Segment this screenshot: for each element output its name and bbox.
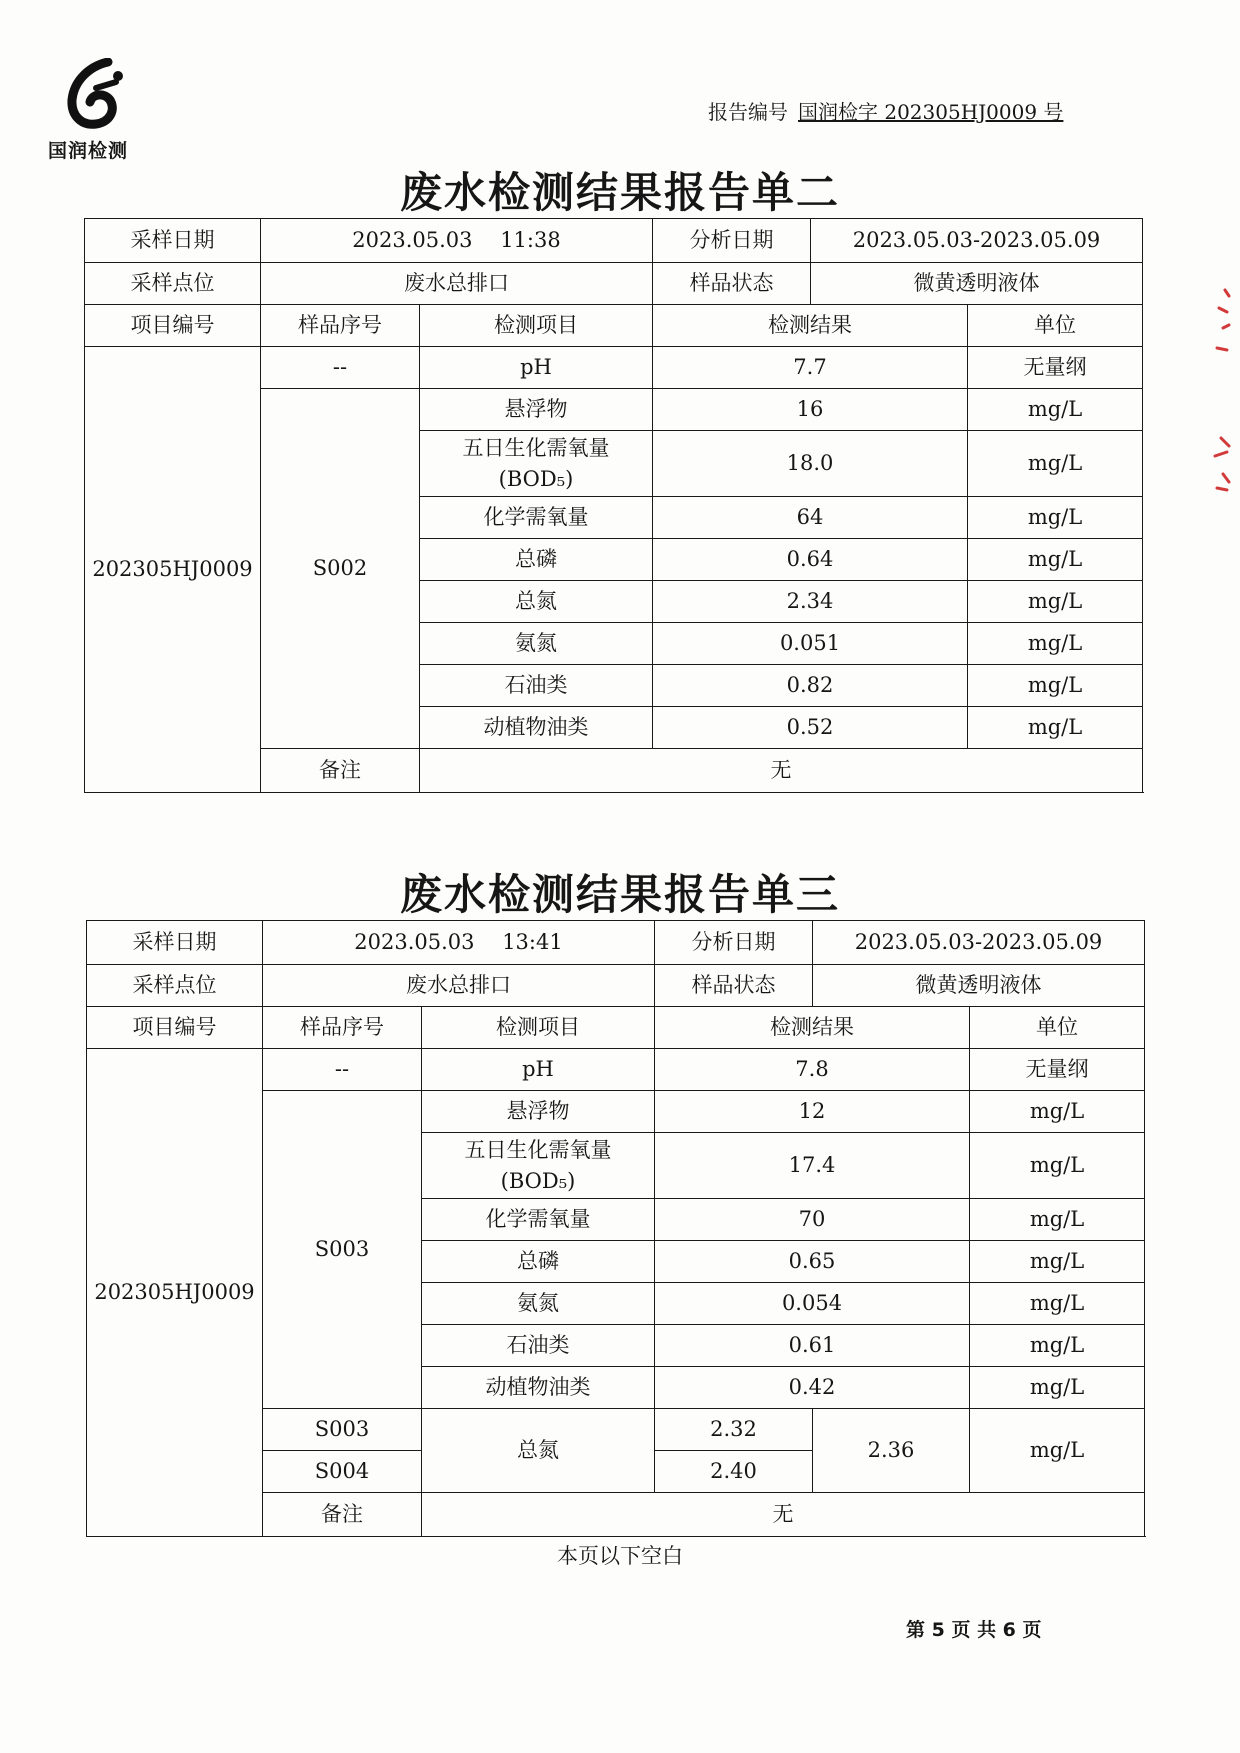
sample-state-value: 微黄透明液体 <box>813 965 1145 1007</box>
report2-title: 废水检测结果报告单二 <box>399 168 840 217</box>
unit-cell: mg/L <box>968 581 1143 623</box>
label-analysis-date: 分析日期 <box>653 219 811 263</box>
header-unit: 单位 <box>968 305 1143 347</box>
unit-cell: mg/L <box>970 1133 1145 1199</box>
header-project-no: 项目编号 <box>85 305 261 347</box>
sample-point-value: 废水总排口 <box>263 965 655 1007</box>
test-result-cell: 16 <box>653 389 968 431</box>
test-item-cell: pH <box>422 1049 655 1091</box>
header-test-item: 检测项目 <box>420 305 653 347</box>
test-result-cell: 0.64 <box>653 539 968 581</box>
test-item-subname: (BOD₅) <box>500 1168 576 1193</box>
project-no-cell: 202305HJ0009 <box>87 1049 263 1537</box>
test-item-cell: 动植物油类 <box>420 707 653 749</box>
label-sample-state: 样品状态 <box>655 965 813 1007</box>
test-item-cell: 氨氮 <box>422 1283 655 1325</box>
unit-cell: mg/L <box>970 1199 1145 1241</box>
sample-state-value: 微黄透明液体 <box>811 263 1143 305</box>
test-result-cell: 0.52 <box>653 707 968 749</box>
report2-table <box>84 218 1143 793</box>
test-item-cell: 化学需氧量 <box>420 497 653 539</box>
label-sample-point: 采样点位 <box>87 965 263 1007</box>
test-result-cell: 12 <box>655 1091 970 1133</box>
unit-cell: mg/L <box>968 497 1143 539</box>
test-item-cell: 石油类 <box>422 1325 655 1367</box>
unit-cell: mg/L <box>970 1241 1145 1283</box>
unit-cell: mg/L <box>970 1283 1145 1325</box>
label-sample-date: 采样日期 <box>87 921 263 965</box>
unit-cell: mg/L <box>970 1325 1145 1367</box>
table-row <box>85 347 1143 389</box>
header-test-item: 检测项目 <box>422 1007 655 1049</box>
sample-seq-cell: S003 <box>263 1091 422 1409</box>
sample-seq-cell: -- <box>261 347 420 389</box>
label-analysis-date: 分析日期 <box>655 921 813 965</box>
test-item-cell: pH <box>420 347 653 389</box>
blank-below-note: 本页以下空白 <box>557 1544 683 1568</box>
test-item-cell: 石油类 <box>420 665 653 707</box>
test-result-cell: 2.34 <box>653 581 968 623</box>
unit-cell: mg/L <box>970 1367 1145 1409</box>
company-name: 国润检测 <box>48 140 129 162</box>
page-number: 第 5 页 共 6 页 <box>906 1619 1042 1641</box>
report-number-label: 报告编号 <box>708 100 788 124</box>
unit-cell: mg/L <box>970 1409 1145 1493</box>
sample-seq-cell: S004 <box>263 1451 422 1493</box>
test-item-cell: 总氮 <box>420 581 653 623</box>
unit-cell: 无量纲 <box>968 347 1143 389</box>
sample-date-value: 2023.05.03 13:41 <box>263 921 655 965</box>
unit-cell: mg/L <box>968 431 1143 497</box>
unit-cell: mg/L <box>970 1091 1145 1133</box>
test-result-cell: 18.0 <box>653 431 968 497</box>
analysis-date-value: 2023.05.03-2023.05.09 <box>813 921 1145 965</box>
report3-title: 废水检测结果报告单三 <box>399 870 840 919</box>
table-header-row <box>87 1007 1145 1049</box>
logo-mark-icon <box>64 58 126 130</box>
label-remark: 备注 <box>263 1493 422 1537</box>
sample-seq-cell: S002 <box>261 389 420 749</box>
header-project-no: 项目编号 <box>87 1007 263 1049</box>
test-result-cell: 0.42 <box>655 1367 970 1409</box>
test-item-subname: (BOD₅) <box>498 466 574 491</box>
sample-seq-cell: -- <box>263 1049 422 1091</box>
unit-cell: mg/L <box>968 623 1143 665</box>
test-result-cell: 2.32 <box>655 1409 813 1451</box>
test-result-cell: 0.82 <box>653 665 968 707</box>
test-result-cell: 64 <box>653 497 968 539</box>
label-sample-point: 采样点位 <box>85 263 261 305</box>
test-result-cell: 0.65 <box>655 1241 970 1283</box>
table-row <box>87 1049 1145 1091</box>
test-item-cell: 氨氮 <box>420 623 653 665</box>
remark-value: 无 <box>420 749 1143 793</box>
test-result-cell: 70 <box>655 1199 970 1241</box>
test-item-cell <box>420 431 653 497</box>
header-sample-seq: 样品序号 <box>261 305 420 347</box>
remark-value: 无 <box>422 1493 1145 1537</box>
report3-table <box>86 920 1145 1537</box>
test-item-cell: 悬浮物 <box>420 389 653 431</box>
sample-point-value: 废水总排口 <box>261 263 653 305</box>
test-item-cell: 动植物油类 <box>422 1367 655 1409</box>
project-no-cell: 202305HJ0009 <box>85 347 261 793</box>
test-item-name: 五日生化需氧量 <box>462 436 610 461</box>
analysis-date-value: 2023.05.03-2023.05.09 <box>811 219 1143 263</box>
report-number-value: 国润检字 202305HJ0009 号 <box>798 100 1064 124</box>
red-seal-mark-icon <box>1205 288 1233 498</box>
sample-seq-cell: S003 <box>263 1409 422 1451</box>
test-result-cell: 0.054 <box>655 1283 970 1325</box>
test-item-cell: 总磷 <box>422 1241 655 1283</box>
unit-cell: mg/L <box>968 707 1143 749</box>
table-header-row <box>85 305 1143 347</box>
test-result-cell: 17.4 <box>655 1133 970 1199</box>
average-result-cell: 2.36 <box>813 1409 970 1493</box>
unit-cell: 无量纲 <box>970 1049 1145 1091</box>
test-item-cell: 化学需氧量 <box>422 1199 655 1241</box>
unit-cell: mg/L <box>968 665 1143 707</box>
table-row <box>85 263 1143 305</box>
report-number <box>708 96 1063 125</box>
test-item-cell: 总磷 <box>420 539 653 581</box>
test-item-name: 五日生化需氧量 <box>464 1138 612 1163</box>
test-item-cell <box>422 1133 655 1199</box>
label-sample-state: 样品状态 <box>653 263 811 305</box>
label-remark: 备注 <box>261 749 420 793</box>
header-sample-seq: 样品序号 <box>263 1007 422 1049</box>
table-row <box>85 219 1143 263</box>
header-test-result: 检测结果 <box>653 305 968 347</box>
unit-cell: mg/L <box>968 539 1143 581</box>
header-unit: 单位 <box>970 1007 1145 1049</box>
sample-date-value: 2023.05.03 11:38 <box>261 219 653 263</box>
test-item-cell: 总氮 <box>422 1409 655 1493</box>
header-test-result: 检测结果 <box>655 1007 970 1049</box>
label-sample-date: 采样日期 <box>85 219 261 263</box>
test-result-cell: 0.051 <box>653 623 968 665</box>
test-result-cell: 7.7 <box>653 347 968 389</box>
unit-cell: mg/L <box>968 389 1143 431</box>
table-row <box>87 921 1145 965</box>
test-result-cell: 0.61 <box>655 1325 970 1367</box>
test-result-cell: 7.8 <box>655 1049 970 1091</box>
table-row <box>87 965 1145 1007</box>
test-result-cell: 2.40 <box>655 1451 813 1493</box>
company-logo <box>48 58 144 166</box>
test-item-cell: 悬浮物 <box>422 1091 655 1133</box>
